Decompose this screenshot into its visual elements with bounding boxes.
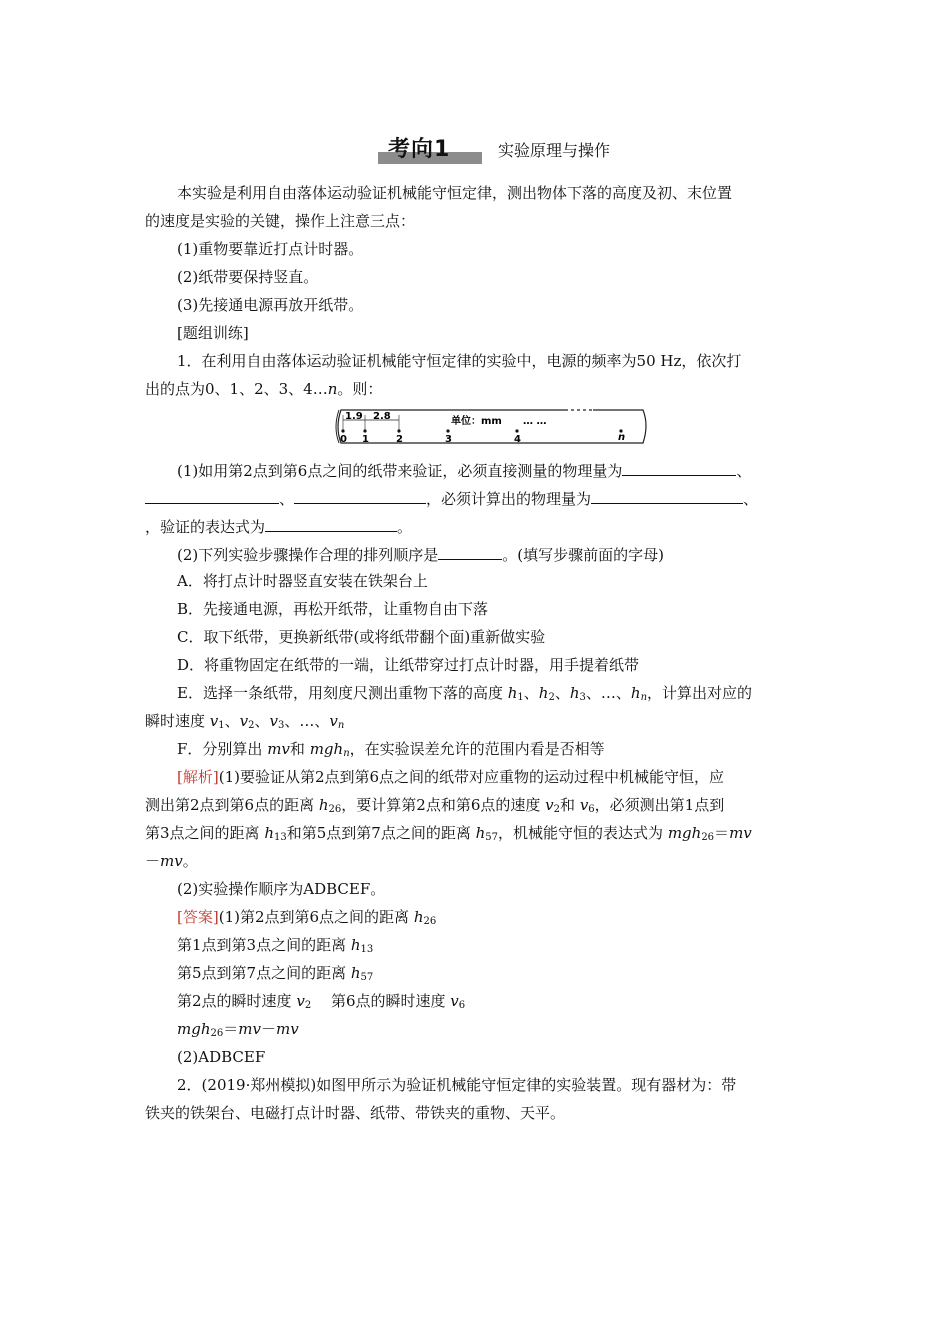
- tape-unit-label: 单位：mm: [451, 416, 502, 427]
- answer-line-5: mgh$_{26}$＝mv－mv: [177, 1020, 299, 1039]
- q1-part1-line-1: (1)如用第2点到第6点之间的纸带来验证，必须直接测量的物理量为 、: [177, 459, 842, 481]
- section-label: [题组训练]: [177, 324, 249, 342]
- answer-blank-3[interactable]: [294, 487, 426, 504]
- intro-line-1: 本实验是利用自由落体运动验证机械能守恒定律，测出物体下落的高度及初、末位置: [177, 184, 733, 202]
- q1-part2-line: (2)下列实验步骤操作合理的排列顺序是 。(填写步骤前面的字母): [177, 543, 842, 565]
- badge-text: 考向1: [388, 137, 451, 162]
- tape-label-0: 0: [340, 434, 347, 445]
- answer-blank-4[interactable]: [591, 487, 743, 504]
- q1-stem-line-2: 出的点为0、1、2、3、4…n。则：: [145, 380, 383, 398]
- tape-dot-2: [397, 429, 400, 432]
- analysis-line-4: －mv。: [145, 852, 198, 870]
- step-e-line-2: 瞬时速度 $v_1$、$v_2$、$v_3$、…、$v_n$: [145, 712, 345, 731]
- step-e-line-1: E．选择一条纸带，用刻度尺测出重物下落的高度 $h_1$、$h_2$、$h_3$、…、$h_n$，计算出对应的: [177, 684, 753, 703]
- step-d: D．将重物固定在纸带的一端，让纸带穿过打点计时器，用手提着纸带: [177, 656, 640, 674]
- tape-dot-3: [446, 429, 449, 432]
- step-c: C．取下纸带，更换新纸带(或将纸带翻个面)重新做实验: [177, 628, 546, 646]
- section-title: 实验原理与操作: [498, 141, 611, 160]
- answer-line-2: 第1点到第3点之间的距离 $h_{13}$: [177, 936, 374, 955]
- answer-blank-2[interactable]: [145, 487, 279, 504]
- section-badge: [378, 136, 482, 166]
- analysis-tag: [解析]: [177, 768, 219, 786]
- tape-ellipsis: … …: [523, 416, 547, 427]
- intro-line-2: 的速度是实验的关键，操作上注意三点：: [145, 212, 416, 230]
- tape-distance-2: 2.8: [373, 411, 391, 422]
- q2-line-2: 铁夹的铁架台、电磁打点计时器、纸带、带铁夹的重物、天平。: [145, 1104, 566, 1122]
- intro-point-2: (2)纸带要保持竖直。: [177, 268, 319, 286]
- answer-tag: [答案]: [177, 908, 219, 926]
- step-f: F．分别算出 mv和 mgh$_n$，在实验误差允许的范围内看是否相等: [177, 740, 605, 759]
- tape-label-3: 3: [445, 434, 452, 445]
- analysis-line-3: 第3点之间的距离 $h_{13}$和第5点到第7点之间的距离 $h_{57}$，机械能守恒的表达式为 mgh$_{26}$＝mv: [145, 824, 752, 843]
- tape-dot-0: [341, 429, 344, 432]
- analysis-line-2: 测出第2点到第6点的距离 $h_{26}$，要计算第2点和第6点的速度 $v_2$和 $v_6$，必须测出第1点到: [145, 796, 725, 815]
- q1-part1-line-3: ，验证的表达式为 。: [145, 515, 810, 537]
- answer-line-6: (2)ADBCEF: [177, 1048, 266, 1066]
- tape-distance-1: 1.9: [345, 411, 363, 422]
- tape-label-1: 1: [362, 434, 369, 445]
- analysis-line-1: [解析](1)要验证从第2点到第6点之间的纸带对应重物的运动过程中机械能守恒，应: [177, 768, 725, 786]
- tape-dot-1: [363, 429, 366, 432]
- answer-line-3: 第5点到第7点之间的距离 $h_{57}$: [177, 964, 374, 983]
- tape-label-2: 2: [396, 434, 403, 445]
- tape-label-n: n: [618, 432, 626, 443]
- step-b: B．先接通电源，再松开纸带，让重物自由下落: [177, 600, 489, 618]
- step-a: A．将打点计时器竖直安装在铁架台上: [177, 572, 428, 590]
- intro-point-1: (1)重物要靠近打点计时器。: [177, 240, 364, 258]
- answer-line-4: 第2点的瞬时速度 $v_2$ 第6点的瞬时速度 $v_6$: [177, 992, 466, 1011]
- q2-line-1: 2．(2019·郑州模拟)如图甲所示为验证机械能守恒定律的实验装置。现有器材为：带: [177, 1076, 737, 1094]
- q1-stem-line-1: 1．在利用自由落体运动验证机械能守恒定律的实验中，电源的频率为50 Hz，依次打: [177, 352, 742, 370]
- answer-blank-6[interactable]: [438, 543, 502, 560]
- tape-label-4: 4: [514, 434, 521, 445]
- analysis-line-5: (2)实验操作顺序为ADBCEF。: [177, 880, 386, 898]
- answer-blank-1[interactable]: [622, 459, 736, 476]
- answer-blank-5[interactable]: [265, 515, 397, 532]
- intro-point-3: (3)先接通电源再放开纸带。: [177, 296, 364, 314]
- tape-dot-4: [515, 429, 518, 432]
- q1-part1-line-2: 、 ，必须计算出的物理量为 、: [145, 487, 810, 509]
- paper-tape-figure: [333, 407, 653, 449]
- answer-line-1: [答案](1)第2点到第6点之间的距离 $h_{26}$: [177, 908, 437, 927]
